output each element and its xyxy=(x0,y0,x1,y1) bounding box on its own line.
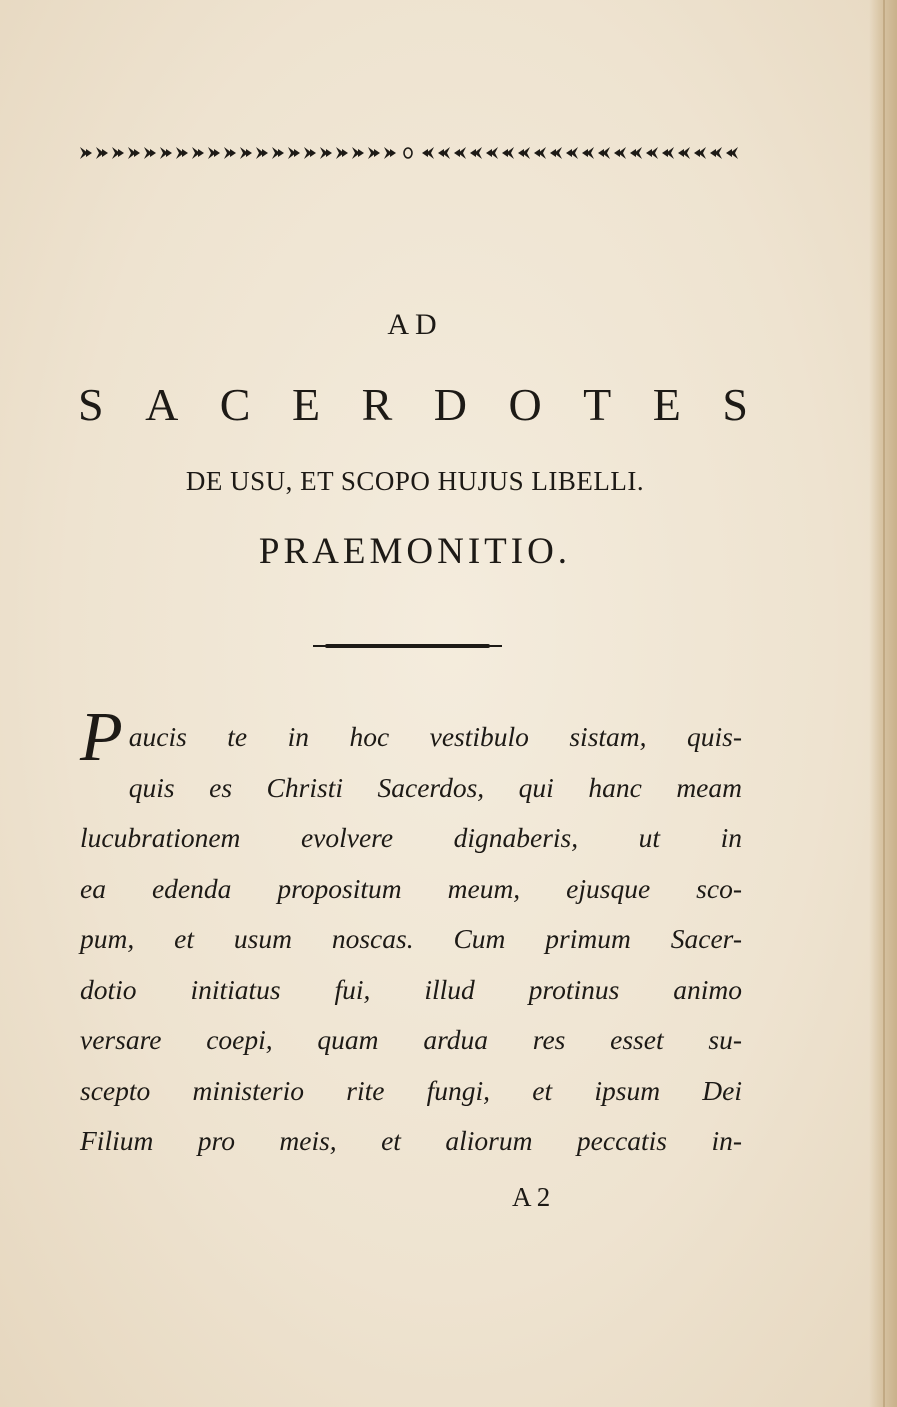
ornament-arrow xyxy=(470,147,482,159)
heading-letter: A xyxy=(145,379,179,430)
heading-letter: O xyxy=(508,379,542,430)
text-line: scepto ministerio rite fungi, et ipsum Dei xyxy=(80,1074,742,1106)
ornament-arrow xyxy=(224,147,236,159)
ornament-arrow xyxy=(726,147,738,159)
ornament-arrow xyxy=(96,147,108,159)
ornament-arrow xyxy=(272,147,284,159)
ornament-arrow xyxy=(438,147,450,159)
ornament-arrow xyxy=(304,147,316,159)
ornament-arrow xyxy=(678,147,690,159)
heading-letter: E xyxy=(652,379,681,430)
ornament-arrow xyxy=(192,147,204,159)
heading-praemonitio: PRAEMONITIO. xyxy=(258,531,572,572)
heading-ad: AD xyxy=(387,308,443,341)
ornament-arrow xyxy=(352,147,364,159)
heading-letter: S xyxy=(722,379,748,430)
ornament-arrow xyxy=(112,147,124,159)
divider-rule xyxy=(325,644,490,648)
ornament-center xyxy=(404,148,412,158)
text-line: ea edenda propositum meum, ejusque sco- xyxy=(80,872,742,904)
ornament-arrow xyxy=(320,147,332,159)
ornament-arrow xyxy=(422,147,434,159)
text-line: pum, et usum noscas. Cum primum Sacer- xyxy=(80,923,742,954)
ornament-arrow xyxy=(256,147,268,159)
dropcap: P xyxy=(80,699,123,776)
ornament-arrow xyxy=(288,147,300,159)
heading-letter: S xyxy=(78,379,104,430)
heading-letter: E xyxy=(291,379,321,430)
text-line: lucubrationem evolvere dignaberis, ut in xyxy=(80,822,742,853)
ornament-arrow xyxy=(534,147,546,159)
ornament-arrow xyxy=(646,147,658,159)
ornament-arrow xyxy=(694,147,706,159)
heading-letter: R xyxy=(361,379,393,430)
ornament-arrow xyxy=(662,147,674,159)
ornament-arrow xyxy=(518,147,530,159)
ornament-arrow xyxy=(368,147,380,159)
ornament-arrow xyxy=(176,147,188,159)
ornament-arrow xyxy=(144,147,156,159)
heading-letter: T xyxy=(583,379,612,430)
text-line: quis es Christi Sacerdos, qui hanc meam xyxy=(128,771,742,803)
text-line: dotio initiatus fui, illud protinus animo xyxy=(80,973,742,1005)
heading-subtitle: DE USU, ET SCOPO HUJUS LIBELLI. xyxy=(185,466,645,496)
body-text xyxy=(80,699,742,1167)
ornament-arrow xyxy=(486,147,498,159)
ornament-arrow xyxy=(80,147,92,159)
heading-letter: D xyxy=(433,379,467,430)
heading-sacerdotes xyxy=(78,378,748,431)
ornament-arrow xyxy=(614,147,626,159)
ornament-arrow xyxy=(598,147,610,159)
heading-letter: C xyxy=(219,379,251,430)
ornament-arrow xyxy=(630,147,642,159)
ornament-border xyxy=(80,140,740,166)
ornament-arrow xyxy=(566,147,578,159)
ornament-arrow xyxy=(710,147,722,159)
ornament-arrow xyxy=(582,147,594,159)
ornament-arrow xyxy=(384,147,396,159)
ornament-arrow xyxy=(128,147,140,159)
ornament-arrow xyxy=(454,147,466,159)
ornament-arrow xyxy=(160,147,172,159)
ornament-arrow xyxy=(502,147,514,159)
ornament-arrow xyxy=(208,147,220,159)
catchword-signature: A 2 xyxy=(512,1182,551,1212)
ornament-arrow xyxy=(550,147,562,159)
page-edge-line xyxy=(883,0,885,1407)
text-line: Filium pro meis, et aliorum peccatis in- xyxy=(80,1125,742,1156)
ornament-arrow xyxy=(240,147,252,159)
text-line: aucis te in hoc vestibulo sistam, quis- xyxy=(128,721,742,752)
text-line: versare coepi, quam ardua res esset su- xyxy=(80,1024,742,1055)
ornament-arrow xyxy=(336,147,348,159)
